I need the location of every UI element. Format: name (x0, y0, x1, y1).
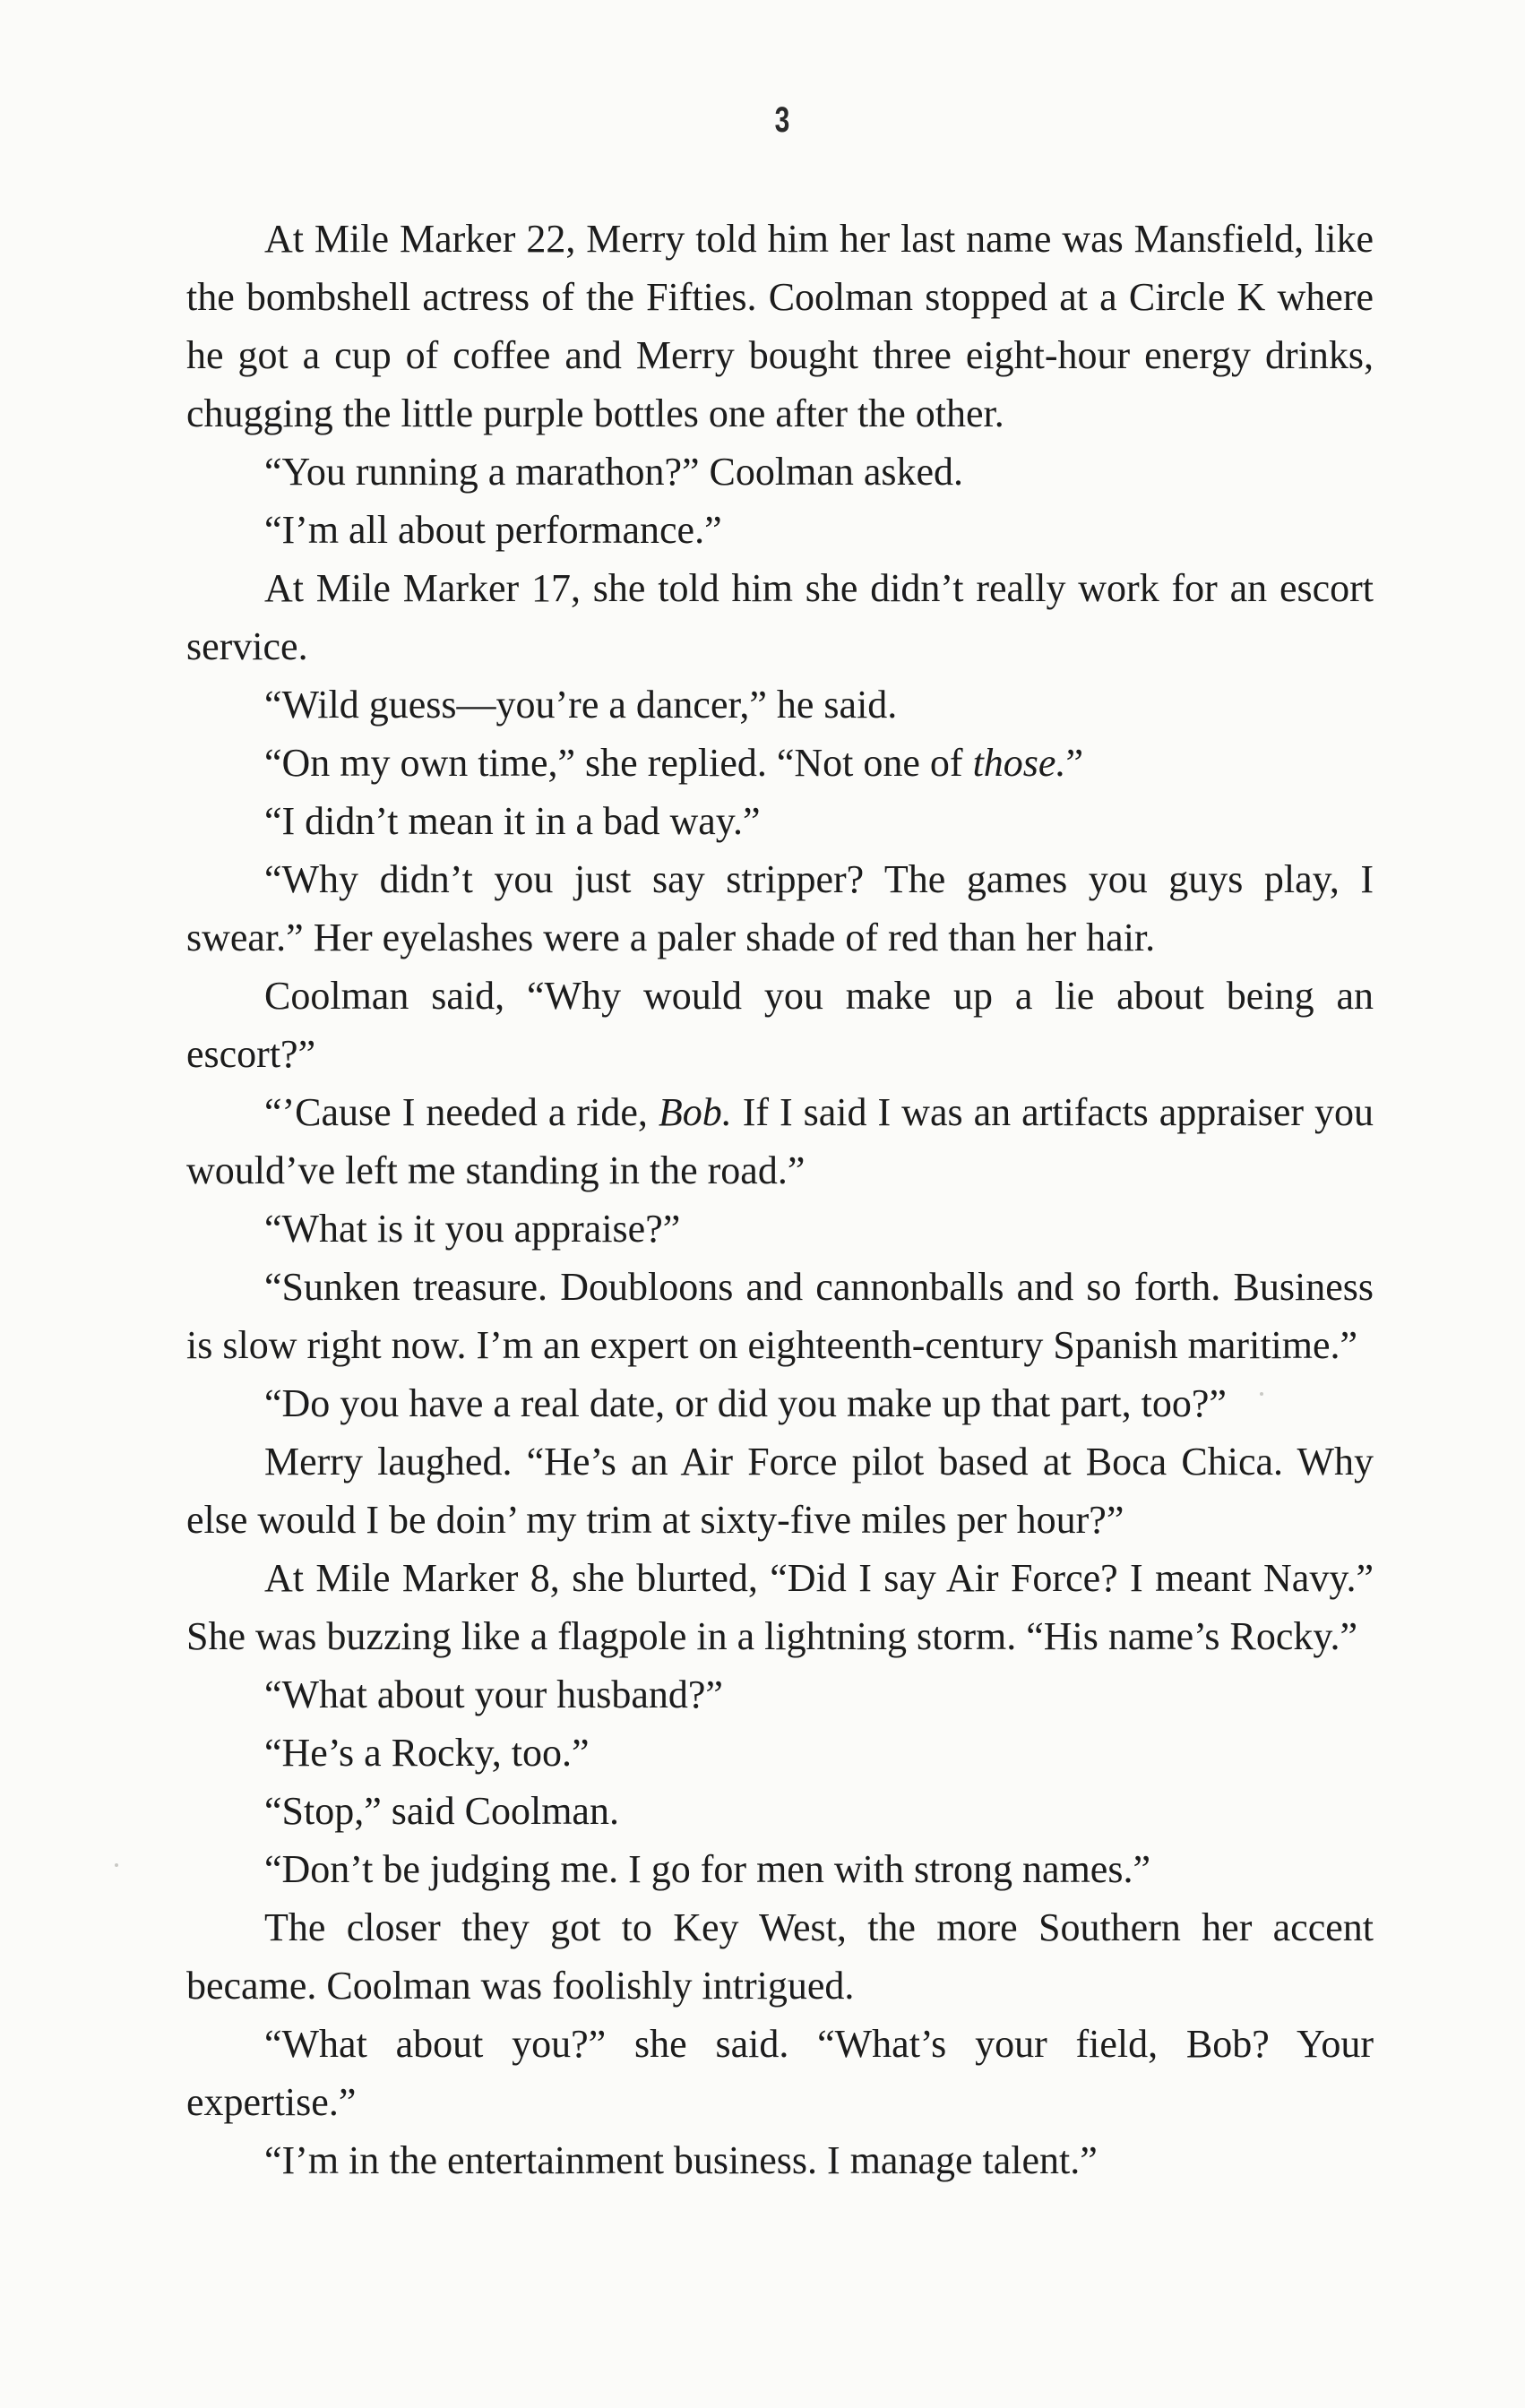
italic-text-run: Bob. (658, 1090, 732, 1134)
text-run: “He’s a Rocky, too.” (264, 1731, 590, 1775)
text-run: “What about your husband?” (264, 1673, 723, 1716)
text-run: “Do you have a real date, or did you make up that part, too?” (264, 1381, 1227, 1425)
paragraph (186, 2015, 1374, 2131)
paragraph (186, 1782, 1374, 1840)
text-run: Coolman said, “Why would you make up a lie about being an escort?” (186, 974, 1374, 1076)
text-run: The closer they got to Key West, the more Southern her accent became. Coolman was foolishly intrigued. (186, 1905, 1374, 2008)
text-run: At Mile Marker 22, Merry told him her last name was Mansfield, like the bombshell actress of the Fifties. Coolman stopped at a Circle K where he got a cup of coffee and Merry bought three eight-hour energy drinks, chugging the little purple bottles one after the other. (186, 217, 1374, 435)
paragraph (186, 443, 1374, 501)
paragraph (186, 210, 1374, 443)
text-run: “What is it you appraise?” (264, 1207, 681, 1251)
text-run: “On my own time,” she replied. “Not one of (264, 741, 973, 785)
text-run: At Mile Marker 8, she blurted, “Did I say Air Force? I meant Navy.” She was buzzing like a flagpole in a lightning storm. “His name’s Rocky.” (186, 1556, 1374, 1658)
paragraph (186, 1665, 1374, 1724)
paper-speck (115, 1863, 118, 1867)
paragraph (186, 792, 1374, 850)
text-run: Merry laughed. “He’s an Air Force pilot based at Boca Chica. Why else would I be doin’ my trim at sixty-five miles per hour?” (186, 1440, 1374, 1542)
text-run: “I didn’t mean it in a bad way.” (264, 799, 761, 843)
italic-text-run: those. (972, 741, 1066, 785)
text-run: “Why didn’t you just say stripper? The games you guys play, I swear.” Her eyelashes were a paler shade of red than her hair. (186, 857, 1374, 959)
text-run: If I said I was an artifacts appraiser you would’ve left me standing in the road.” (186, 1090, 1374, 1192)
paragraph (186, 2131, 1374, 2189)
text-run: “You running a marathon?” Coolman asked. (264, 450, 964, 494)
body-text (186, 210, 1374, 2189)
paragraph (186, 734, 1374, 792)
text-run: “What about you?” she said. “What’s your field, Bob? Your expertise.” (186, 2022, 1374, 2124)
paragraph (186, 1258, 1374, 1374)
text-run: At Mile Marker 17, she told him she didn’t really work for an escort service. (186, 566, 1374, 668)
text-run: “’Cause I needed a ride, (264, 1090, 659, 1134)
paragraph (186, 559, 1374, 675)
paper-speck (1260, 1392, 1263, 1396)
paragraph (186, 850, 1374, 967)
page-number: 3 (774, 100, 790, 140)
paragraph (186, 1200, 1374, 1258)
text-run: “Wild guess—you’re a dancer,” he said. (264, 683, 898, 727)
text-run: “Sunken treasure. Doubloons and cannonballs and so forth. Business is slow right now. I’m an expert on eighteenth-century Spanish maritime.” (186, 1265, 1374, 1367)
paragraph (186, 967, 1374, 1083)
text-run: “Stop,” said Coolman. (264, 1789, 619, 1833)
paragraph (186, 1549, 1374, 1665)
paragraph (186, 1898, 1374, 2015)
paragraph (186, 1724, 1374, 1782)
text-run: “Don’t be judging me. I go for men with strong names.” (264, 1847, 1150, 1891)
paragraph (186, 1432, 1374, 1549)
text-run: “I’m all about performance.” (264, 508, 722, 552)
paragraph (186, 1840, 1374, 1898)
text-run: ” (1065, 741, 1083, 785)
paragraph (186, 1374, 1374, 1432)
paragraph (186, 501, 1374, 559)
paragraph (186, 1083, 1374, 1200)
paragraph (186, 675, 1374, 734)
text-run: “I’m in the entertainment business. I manage talent.” (264, 2138, 1098, 2182)
